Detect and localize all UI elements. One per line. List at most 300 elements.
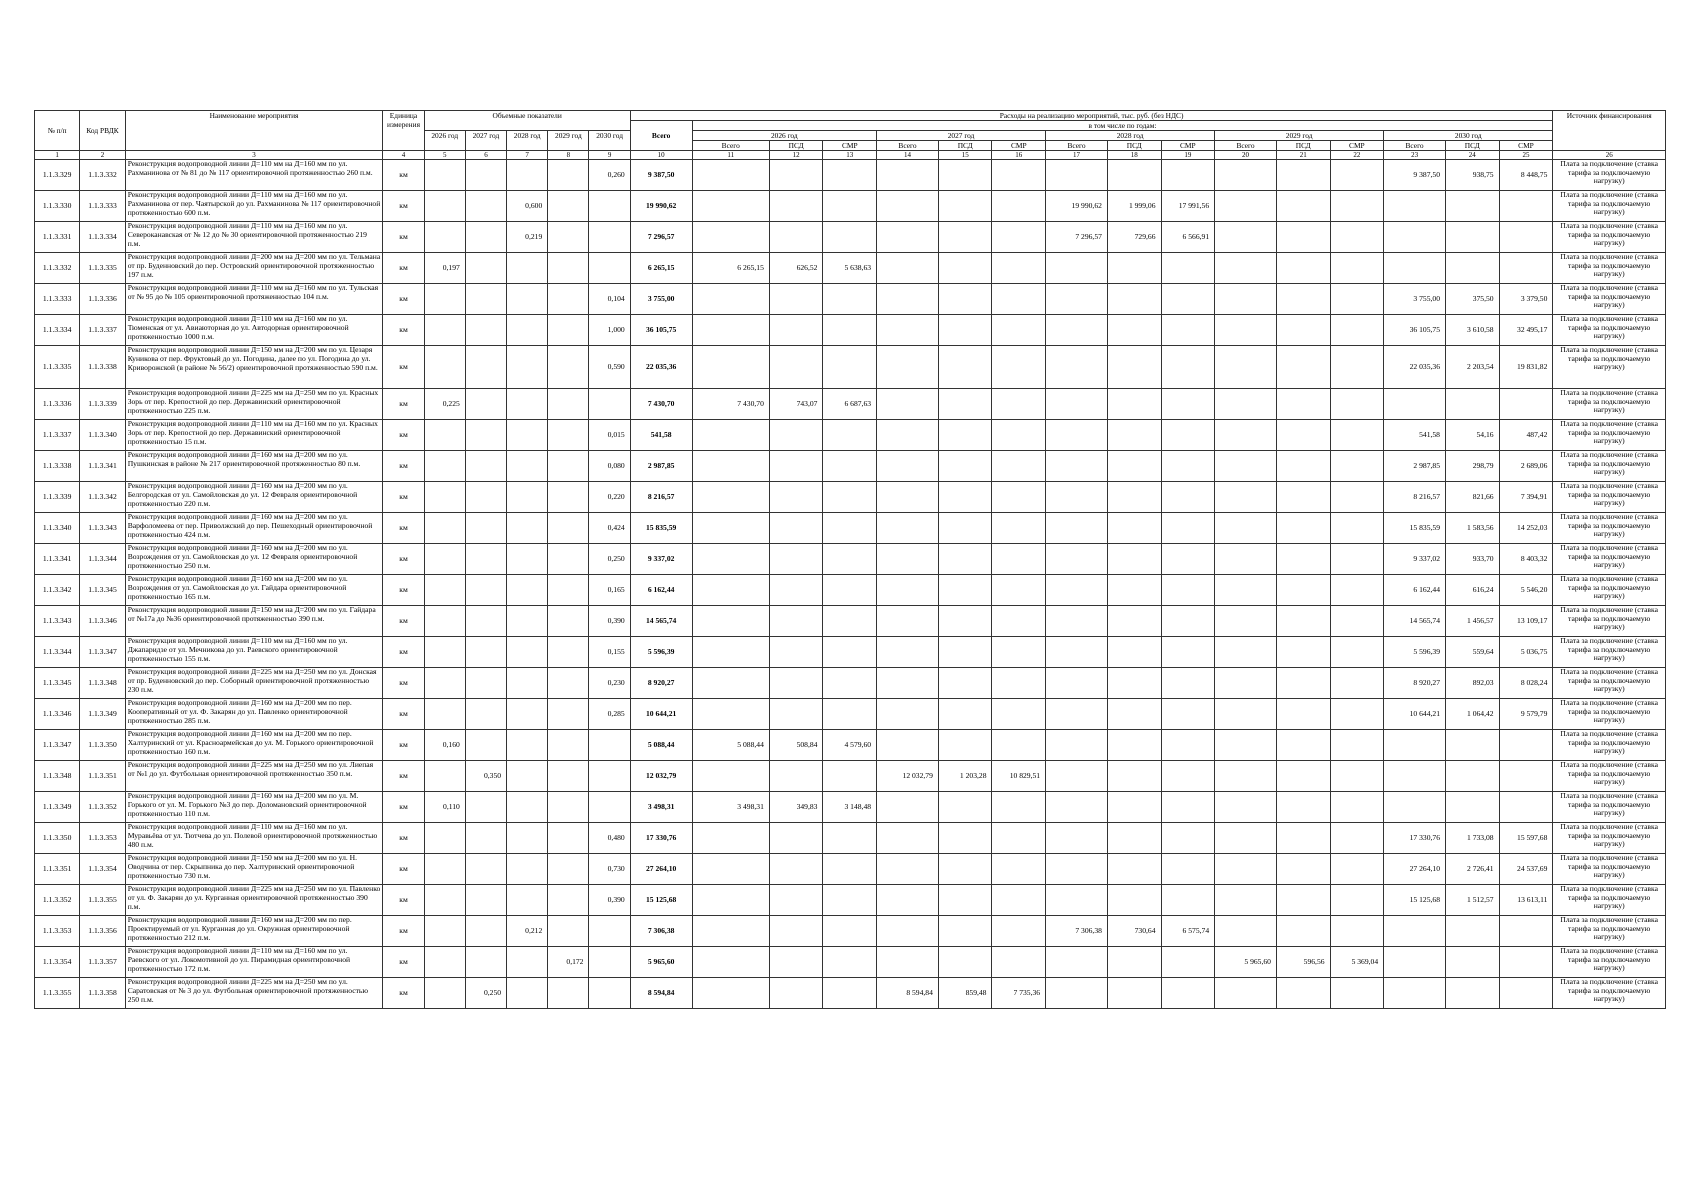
header-vol-year: 2029 год xyxy=(548,131,589,151)
row-year-psd xyxy=(1276,699,1330,730)
row-funding-source: Плата за подключение (ставка тарифа за подключаемую нагрузку) xyxy=(1553,513,1666,544)
row-number: 1.1.3.339 xyxy=(35,482,80,513)
header-sub-smr: СМР xyxy=(823,141,877,151)
column-number: 10 xyxy=(630,151,692,160)
row-name: Реконструкция водопроводной линии Д=110 мм на Д=160 мм по ул. Рахманинова от № 81 до № 117 ориентировочной протяженностью 260 п.м. xyxy=(125,160,383,191)
row-year-smr xyxy=(992,916,1046,947)
row-unit: км xyxy=(383,916,424,947)
row-year-total: 8 594,84 xyxy=(877,978,939,1009)
row-year-smr xyxy=(1330,854,1384,885)
row-unit: км xyxy=(383,885,424,916)
row-year-psd xyxy=(1107,606,1161,637)
row-year-total xyxy=(1046,284,1108,315)
row-year-smr xyxy=(992,637,1046,668)
row-year-smr xyxy=(992,513,1046,544)
row-year-psd xyxy=(1276,160,1330,191)
row-name: Реконструкция водопроводной линии Д=160 мм на Д=200 мм по ул. Пушкинская в районе № 217 ориентировочной протяженностью 80 п.м. xyxy=(125,451,383,482)
row-year-total xyxy=(1046,978,1108,1009)
table-row xyxy=(35,513,1666,544)
row-year-smr xyxy=(1499,916,1553,947)
row-code: 1.1.3.341 xyxy=(80,451,125,482)
table-row xyxy=(35,191,1666,222)
row-year-psd xyxy=(769,482,823,513)
row-volume xyxy=(507,315,548,346)
column-number: 5 xyxy=(424,151,465,160)
row-volume xyxy=(465,885,506,916)
row-number: 1.1.3.332 xyxy=(35,253,80,284)
row-volume xyxy=(548,885,589,916)
row-year-psd xyxy=(1276,823,1330,854)
row-year-psd xyxy=(1107,544,1161,575)
row-year-total xyxy=(1046,253,1108,284)
row-year-total: 6 162,44 xyxy=(1384,575,1446,606)
row-year-smr: 13 613,11 xyxy=(1499,885,1553,916)
row-year-total xyxy=(692,191,769,222)
row-volume xyxy=(507,513,548,544)
row-year-psd xyxy=(769,451,823,482)
row-year-smr: 24 537,69 xyxy=(1499,854,1553,885)
row-name: Реконструкция водопроводной линии Д=150 мм на Д=200 мм по ул. Гайдара от №17а до №36 ориентировочной протяженностью 390 п.м. xyxy=(125,606,383,637)
row-year-smr xyxy=(823,823,877,854)
row-year-smr: 19 831,82 xyxy=(1499,346,1553,389)
row-year-smr xyxy=(823,761,877,792)
row-name: Реконструкция водопроводной линии Д=160 мм на Д=200 мм по ул. Белгородская от ул. Самойловская до ул. 12 Февраля ориентировочной протяженностью 220 п.м. xyxy=(125,482,383,513)
row-funding-source: Плата за подключение (ставка тарифа за подключаемую нагрузку) xyxy=(1553,253,1666,284)
row-year-total xyxy=(877,854,939,885)
row-volume xyxy=(548,978,589,1009)
row-name: Реконструкция водопроводной линии Д=160 мм на Д=200 мм по пер. Халтуринский от ул. Красноармейская до ул. М. Горького ориентировочной протяженностью 160 п.м. xyxy=(125,730,383,761)
row-year-total xyxy=(1215,792,1277,823)
row-year-smr: 10 829,51 xyxy=(992,761,1046,792)
row-year-smr xyxy=(992,451,1046,482)
table-row xyxy=(35,389,1666,420)
row-funding-source: Плата за подключение (ставка тарифа за подключаемую нагрузку) xyxy=(1553,637,1666,668)
row-unit: км xyxy=(383,315,424,346)
row-funding-source: Плата за подключение (ставка тарифа за подключаемую нагрузку) xyxy=(1553,544,1666,575)
row-volume xyxy=(507,575,548,606)
row-year-psd: 2 203,54 xyxy=(1445,346,1499,389)
row-year-psd xyxy=(769,420,823,451)
row-year-smr xyxy=(1161,730,1215,761)
row-number: 1.1.3.341 xyxy=(35,544,80,575)
row-funding-source: Плата за подключение (ставка тарифа за подключаемую нагрузку) xyxy=(1553,160,1666,191)
row-year-psd xyxy=(938,916,992,947)
row-total: 36 105,75 xyxy=(630,315,692,346)
row-year-psd xyxy=(938,191,992,222)
row-year-total xyxy=(1384,792,1446,823)
row-year-smr xyxy=(823,544,877,575)
row-volume xyxy=(507,346,548,389)
row-volume: 0,160 xyxy=(424,730,465,761)
row-volume xyxy=(424,284,465,315)
row-volume: 0,212 xyxy=(507,916,548,947)
row-code: 1.1.3.336 xyxy=(80,284,125,315)
row-year-psd xyxy=(1276,575,1330,606)
row-number: 1.1.3.347 xyxy=(35,730,80,761)
row-year-psd xyxy=(1276,606,1330,637)
row-volume xyxy=(465,253,506,284)
row-volume: 0,480 xyxy=(589,823,630,854)
row-year-psd: 54,16 xyxy=(1445,420,1499,451)
row-volume: 0,600 xyxy=(507,191,548,222)
row-total: 17 330,76 xyxy=(630,823,692,854)
row-year-total xyxy=(877,346,939,389)
row-volume: 0,015 xyxy=(589,420,630,451)
row-year-smr: 14 252,03 xyxy=(1499,513,1553,544)
row-year-smr: 487,42 xyxy=(1499,420,1553,451)
row-year-smr xyxy=(823,637,877,668)
row-year-total xyxy=(1046,451,1108,482)
row-year-smr xyxy=(1161,978,1215,1009)
row-year-total xyxy=(877,699,939,730)
row-year-smr xyxy=(992,947,1046,978)
row-year-smr: 9 579,79 xyxy=(1499,699,1553,730)
header-exp-year: 2026 год xyxy=(692,131,876,141)
row-year-total xyxy=(877,222,939,253)
row-year-smr xyxy=(1161,315,1215,346)
row-code: 1.1.3.335 xyxy=(80,253,125,284)
row-year-psd xyxy=(938,885,992,916)
row-year-total xyxy=(1215,575,1277,606)
row-year-total xyxy=(1046,637,1108,668)
row-year-smr xyxy=(1161,544,1215,575)
row-year-psd xyxy=(1445,730,1499,761)
row-year-total xyxy=(692,544,769,575)
row-volume xyxy=(507,885,548,916)
row-number: 1.1.3.355 xyxy=(35,978,80,1009)
row-number: 1.1.3.350 xyxy=(35,823,80,854)
row-volume xyxy=(507,160,548,191)
row-year-psd xyxy=(938,544,992,575)
column-number: 1 xyxy=(35,151,80,160)
row-year-smr xyxy=(1161,284,1215,315)
row-code: 1.1.3.340 xyxy=(80,420,125,451)
row-year-psd xyxy=(1276,191,1330,222)
table-row xyxy=(35,854,1666,885)
row-year-psd xyxy=(1107,389,1161,420)
row-year-total xyxy=(1215,346,1277,389)
row-year-total xyxy=(1215,420,1277,451)
row-year-psd xyxy=(938,315,992,346)
row-unit: км xyxy=(383,637,424,668)
row-volume xyxy=(507,761,548,792)
row-code: 1.1.3.345 xyxy=(80,575,125,606)
row-volume: 0,165 xyxy=(589,575,630,606)
row-year-total: 36 105,75 xyxy=(1384,315,1446,346)
header-volume: Объемные показатели xyxy=(424,111,630,131)
table-row xyxy=(35,575,1666,606)
row-name: Реконструкция водопроводной линии Д=110 мм на Д=160 мм по ул. Рахманинова от пер. Чаятырской до ул. Рахманинова № 117 ориентировочной протяженностью 600 п.м. xyxy=(125,191,383,222)
row-year-psd: 1 456,57 xyxy=(1445,606,1499,637)
row-year-psd xyxy=(1107,420,1161,451)
row-year-psd xyxy=(1107,575,1161,606)
row-volume: 0,250 xyxy=(465,978,506,1009)
row-year-psd xyxy=(1107,792,1161,823)
row-volume xyxy=(548,761,589,792)
row-year-smr xyxy=(992,606,1046,637)
row-year-psd xyxy=(938,222,992,253)
row-year-total xyxy=(692,823,769,854)
row-year-smr xyxy=(1161,792,1215,823)
row-number: 1.1.3.338 xyxy=(35,451,80,482)
row-number: 1.1.3.337 xyxy=(35,420,80,451)
row-year-psd: 616,24 xyxy=(1445,575,1499,606)
table-row xyxy=(35,420,1666,451)
row-year-psd xyxy=(769,315,823,346)
row-total: 12 032,79 xyxy=(630,761,692,792)
row-year-smr xyxy=(1161,854,1215,885)
row-volume xyxy=(424,916,465,947)
row-volume xyxy=(507,451,548,482)
row-volume xyxy=(465,792,506,823)
table-row xyxy=(35,637,1666,668)
row-code: 1.1.3.349 xyxy=(80,699,125,730)
row-name: Реконструкция водопроводной линии Д=110 мм на Д=160 мм по ул. Тюменская от ул. Авиаюторная до ул. Автодорная ориентировочной протяженностью 1000 п.м. xyxy=(125,315,383,346)
row-code: 1.1.3.332 xyxy=(80,160,125,191)
row-year-psd xyxy=(1276,792,1330,823)
row-year-smr xyxy=(992,482,1046,513)
row-year-psd xyxy=(1445,222,1499,253)
row-year-total: 5 088,44 xyxy=(692,730,769,761)
row-total: 5 088,44 xyxy=(630,730,692,761)
row-year-smr: 8 403,32 xyxy=(1499,544,1553,575)
row-unit: км xyxy=(383,730,424,761)
row-volume xyxy=(548,222,589,253)
table-header xyxy=(35,111,1666,160)
row-name: Реконструкция водопроводной линии Д=160 мм на Д=200 мм по ул. Возрождения от ул. Самойловская до ул. 12 Февраля ориентировочной протяженностью 250 п.м. xyxy=(125,544,383,575)
column-number: 26 xyxy=(1553,151,1666,160)
row-volume xyxy=(507,947,548,978)
row-code: 1.1.3.333 xyxy=(80,191,125,222)
row-volume xyxy=(424,885,465,916)
row-volume xyxy=(548,730,589,761)
row-year-psd xyxy=(1276,315,1330,346)
row-volume xyxy=(548,315,589,346)
row-year-total xyxy=(1046,854,1108,885)
row-name: Реконструкция водопроводной линии Д=160 мм на Д=200 мм по пер. Кооперативный от ул. Ф. Закарян до ул. Павленко ориентировочной протяженностью 285 п.м. xyxy=(125,699,383,730)
row-year-total: 7 296,57 xyxy=(1046,222,1108,253)
row-year-psd xyxy=(1445,947,1499,978)
row-year-total xyxy=(877,544,939,575)
row-year-psd xyxy=(769,916,823,947)
row-volume xyxy=(424,513,465,544)
row-year-total xyxy=(1384,761,1446,792)
column-number: 22 xyxy=(1330,151,1384,160)
row-volume xyxy=(465,513,506,544)
row-funding-source: Плата за подключение (ставка тарифа за подключаемую нагрузку) xyxy=(1553,978,1666,1009)
row-year-smr xyxy=(992,885,1046,916)
row-name: Реконструкция водопроводной линии Д=110 мм на Д=160 мм по ул. Североканавская от № 12 до № 30 ориентировочной протяженностью 219 п.м. xyxy=(125,222,383,253)
row-year-smr xyxy=(823,315,877,346)
row-funding-source: Плата за подключение (ставка тарифа за подключаемую нагрузку) xyxy=(1553,420,1666,451)
row-year-total xyxy=(1384,730,1446,761)
row-total: 19 990,62 xyxy=(630,191,692,222)
row-year-smr xyxy=(1499,253,1553,284)
row-year-total xyxy=(1215,315,1277,346)
row-number: 1.1.3.346 xyxy=(35,699,80,730)
row-year-total xyxy=(1046,606,1108,637)
row-year-total xyxy=(1215,699,1277,730)
row-year-psd xyxy=(769,544,823,575)
row-year-total xyxy=(1046,575,1108,606)
row-volume xyxy=(507,253,548,284)
row-number: 1.1.3.343 xyxy=(35,606,80,637)
row-year-psd xyxy=(1107,885,1161,916)
row-year-total: 10 644,21 xyxy=(1384,699,1446,730)
row-year-total xyxy=(1215,222,1277,253)
header-sub-smr: СМР xyxy=(1330,141,1384,151)
row-volume xyxy=(424,191,465,222)
row-year-total xyxy=(1384,191,1446,222)
row-year-psd xyxy=(769,854,823,885)
row-year-total xyxy=(1215,761,1277,792)
table-row xyxy=(35,823,1666,854)
row-year-psd: 3 610,58 xyxy=(1445,315,1499,346)
row-volume xyxy=(548,823,589,854)
row-volume xyxy=(424,637,465,668)
row-year-total xyxy=(877,284,939,315)
row-year-smr xyxy=(1161,420,1215,451)
row-volume xyxy=(465,482,506,513)
row-volume xyxy=(465,191,506,222)
row-year-psd: 375,50 xyxy=(1445,284,1499,315)
column-number: 24 xyxy=(1445,151,1499,160)
row-year-smr xyxy=(1161,699,1215,730)
row-year-total xyxy=(1215,284,1277,315)
row-volume xyxy=(465,947,506,978)
row-volume: 0,390 xyxy=(589,885,630,916)
row-total: 2 987,85 xyxy=(630,451,692,482)
header-vol-year: 2026 год xyxy=(424,131,465,151)
row-year-psd xyxy=(769,637,823,668)
row-volume xyxy=(465,346,506,389)
row-year-total: 541,58 xyxy=(1384,420,1446,451)
row-year-psd: 298,79 xyxy=(1445,451,1499,482)
row-year-smr: 8 028,24 xyxy=(1499,668,1553,699)
row-volume xyxy=(507,730,548,761)
row-year-total: 7 306,38 xyxy=(1046,916,1108,947)
row-year-psd xyxy=(1276,222,1330,253)
row-year-psd: 1 203,28 xyxy=(938,761,992,792)
row-name: Реконструкция водопроводной линии Д=225 мм на Д=250 мм по ул. Саратовская от № 3 до ул. Футбольная ориентировочной протяженностью 250 п.м. xyxy=(125,978,383,1009)
row-total: 14 565,74 xyxy=(630,606,692,637)
row-year-smr xyxy=(1330,544,1384,575)
row-volume xyxy=(424,668,465,699)
row-year-psd: 2 726,41 xyxy=(1445,854,1499,885)
column-number: 19 xyxy=(1161,151,1215,160)
row-volume xyxy=(507,420,548,451)
row-year-psd xyxy=(1107,513,1161,544)
header-sub-total: Всего xyxy=(1046,141,1108,151)
row-code: 1.1.3.348 xyxy=(80,668,125,699)
row-volume: 0,590 xyxy=(589,346,630,389)
row-number: 1.1.3.330 xyxy=(35,191,80,222)
row-total: 27 264,10 xyxy=(630,854,692,885)
row-year-psd xyxy=(769,191,823,222)
row-year-psd: 729,66 xyxy=(1107,222,1161,253)
row-volume xyxy=(548,916,589,947)
row-year-smr xyxy=(1330,222,1384,253)
column-number: 3 xyxy=(125,151,383,160)
row-number: 1.1.3.348 xyxy=(35,761,80,792)
row-funding-source: Плата за подключение (ставка тарифа за подключаемую нагрузку) xyxy=(1553,699,1666,730)
row-volume: 0,390 xyxy=(589,606,630,637)
row-volume xyxy=(548,699,589,730)
row-year-psd xyxy=(938,420,992,451)
row-year-psd xyxy=(938,699,992,730)
row-year-smr xyxy=(1161,160,1215,191)
row-name: Реконструкция водопроводной линии Д=110 мм на Д=160 мм по ул. Муравьёва от ул. Тютчева до ул. Полевой ориентировочной протяженностью 480 п.м. xyxy=(125,823,383,854)
row-year-total xyxy=(877,916,939,947)
row-year-smr: 6 566,91 xyxy=(1161,222,1215,253)
row-year-smr: 5 638,63 xyxy=(823,253,877,284)
row-funding-source: Плата за подключение (ставка тарифа за подключаемую нагрузку) xyxy=(1553,451,1666,482)
row-code: 1.1.3.350 xyxy=(80,730,125,761)
row-total: 9 387,50 xyxy=(630,160,692,191)
row-total: 22 035,36 xyxy=(630,346,692,389)
row-volume xyxy=(589,222,630,253)
table-row xyxy=(35,606,1666,637)
row-year-total xyxy=(1046,315,1108,346)
row-name: Реконструкция водопроводной линии Д=160 мм на Д=200 мм по ул. Возрождения от ул. Самойловская до ул. Гайдара ориентировочной протяженностью 165 п.м. xyxy=(125,575,383,606)
row-volume xyxy=(507,854,548,885)
row-number: 1.1.3.344 xyxy=(35,637,80,668)
row-year-total xyxy=(877,253,939,284)
row-year-smr: 7 735,36 xyxy=(992,978,1046,1009)
row-year-smr xyxy=(1330,575,1384,606)
table-row xyxy=(35,160,1666,191)
header-sub-psd: ПСД xyxy=(938,141,992,151)
row-year-smr xyxy=(1330,389,1384,420)
row-year-psd xyxy=(938,160,992,191)
header-sub-total: Всего xyxy=(877,141,939,151)
row-year-psd xyxy=(769,668,823,699)
row-year-smr: 5 369,04 xyxy=(1330,947,1384,978)
row-year-total xyxy=(877,315,939,346)
row-volume xyxy=(424,854,465,885)
row-volume xyxy=(465,389,506,420)
column-number: 18 xyxy=(1107,151,1161,160)
row-year-total: 3 498,31 xyxy=(692,792,769,823)
row-year-smr xyxy=(992,160,1046,191)
row-year-smr xyxy=(823,668,877,699)
row-year-total xyxy=(692,575,769,606)
row-year-psd xyxy=(1107,730,1161,761)
row-year-total xyxy=(1215,823,1277,854)
column-number: 14 xyxy=(877,151,939,160)
row-year-total: 27 264,10 xyxy=(1384,854,1446,885)
row-total: 7 430,70 xyxy=(630,389,692,420)
row-year-psd xyxy=(938,823,992,854)
row-volume xyxy=(589,191,630,222)
row-year-total xyxy=(1046,730,1108,761)
row-volume: 0,260 xyxy=(589,160,630,191)
row-year-smr xyxy=(1161,885,1215,916)
row-year-psd xyxy=(769,606,823,637)
row-year-psd: 626,52 xyxy=(769,253,823,284)
row-year-psd xyxy=(1276,420,1330,451)
row-year-smr: 6 687,63 xyxy=(823,389,877,420)
header-sub-smr: СМР xyxy=(1499,141,1553,151)
row-volume xyxy=(465,315,506,346)
row-total: 7 306,38 xyxy=(630,916,692,947)
row-year-psd xyxy=(1276,668,1330,699)
row-year-total xyxy=(692,346,769,389)
header-total: Всего xyxy=(630,121,692,151)
column-number: 4 xyxy=(383,151,424,160)
row-year-smr xyxy=(1330,885,1384,916)
table-row xyxy=(35,346,1666,389)
